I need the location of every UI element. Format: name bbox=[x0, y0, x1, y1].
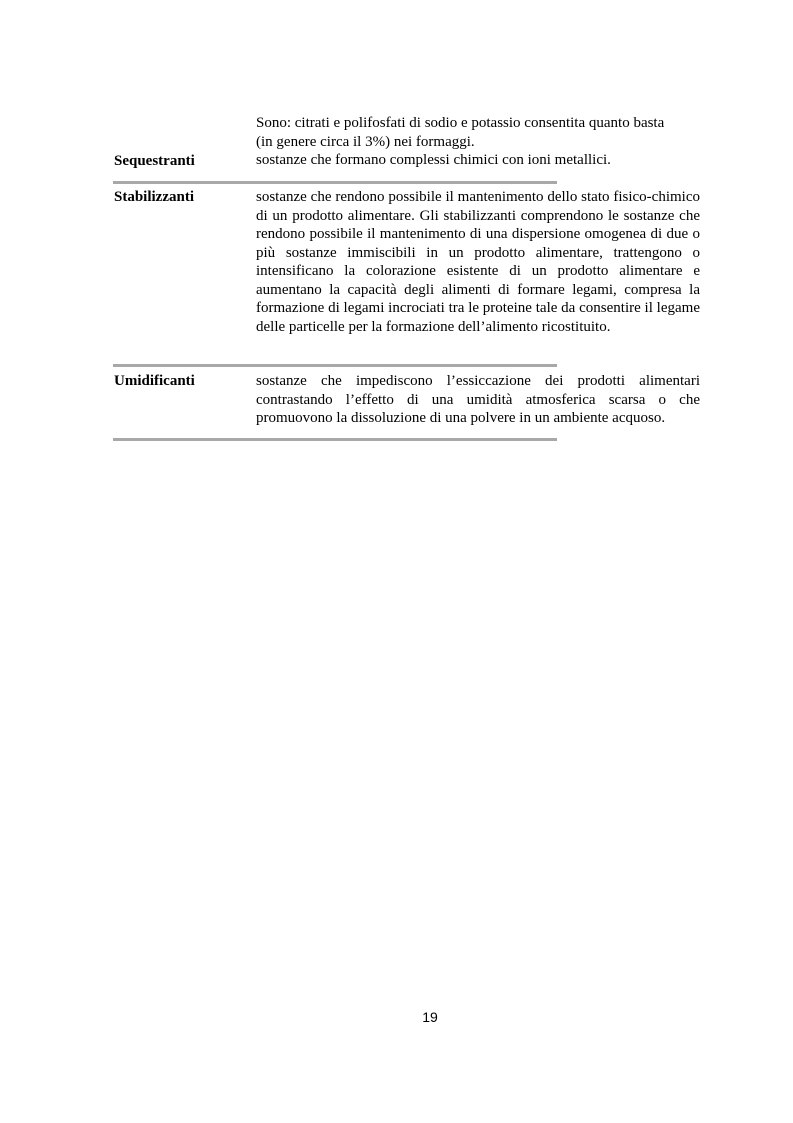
divider bbox=[113, 438, 557, 441]
term-stabilizzanti: Stabilizzanti bbox=[114, 189, 195, 205]
divider bbox=[113, 364, 557, 367]
term-sequestranti: Sequestranti bbox=[114, 153, 195, 169]
page-number: 19 bbox=[422, 1009, 438, 1025]
definition-line: sostanze che formano complessi chimici con ioni metallici. bbox=[256, 152, 611, 168]
divider bbox=[113, 181, 557, 184]
definition-line: (in genere circa il 3%) nei formaggi. bbox=[256, 133, 475, 150]
definition-sequestranti bbox=[256, 114, 700, 170]
definition-umidificanti: sostanze che impediscono l’essiccazione dei prodotti alimentari contrastando l’effetto di una umidità atmosferica scarsa o che promuovono la dissoluzione di una polvere in un ambiente acquoso. bbox=[256, 373, 700, 426]
term-umidificanti: Umidificanti bbox=[114, 373, 195, 389]
definition-line: Sono: citrati e polifosfati di sodio e potassio consentita quanto basta bbox=[256, 115, 665, 131]
definition-stabilizzanti: sostanze che rendono possibile il mantenimento dello stato fisico-chimico di un prodotto alimentare. Gli stabilizzanti comprendono le sostanze che rendono possibile il mantenimento di una dispersione omogenea di due o più sostanze immiscibili in un prodotto alimentare, trattengono o intensificano la colorazione esistente di un prodotto alimentare e aumentano la capacità degli alimenti di formare legami, compresa la formazione di legami incrociati tra le proteine tale da consentire il legame delle particelle per la formazione dell’alimento ricostituito. bbox=[256, 189, 700, 335]
